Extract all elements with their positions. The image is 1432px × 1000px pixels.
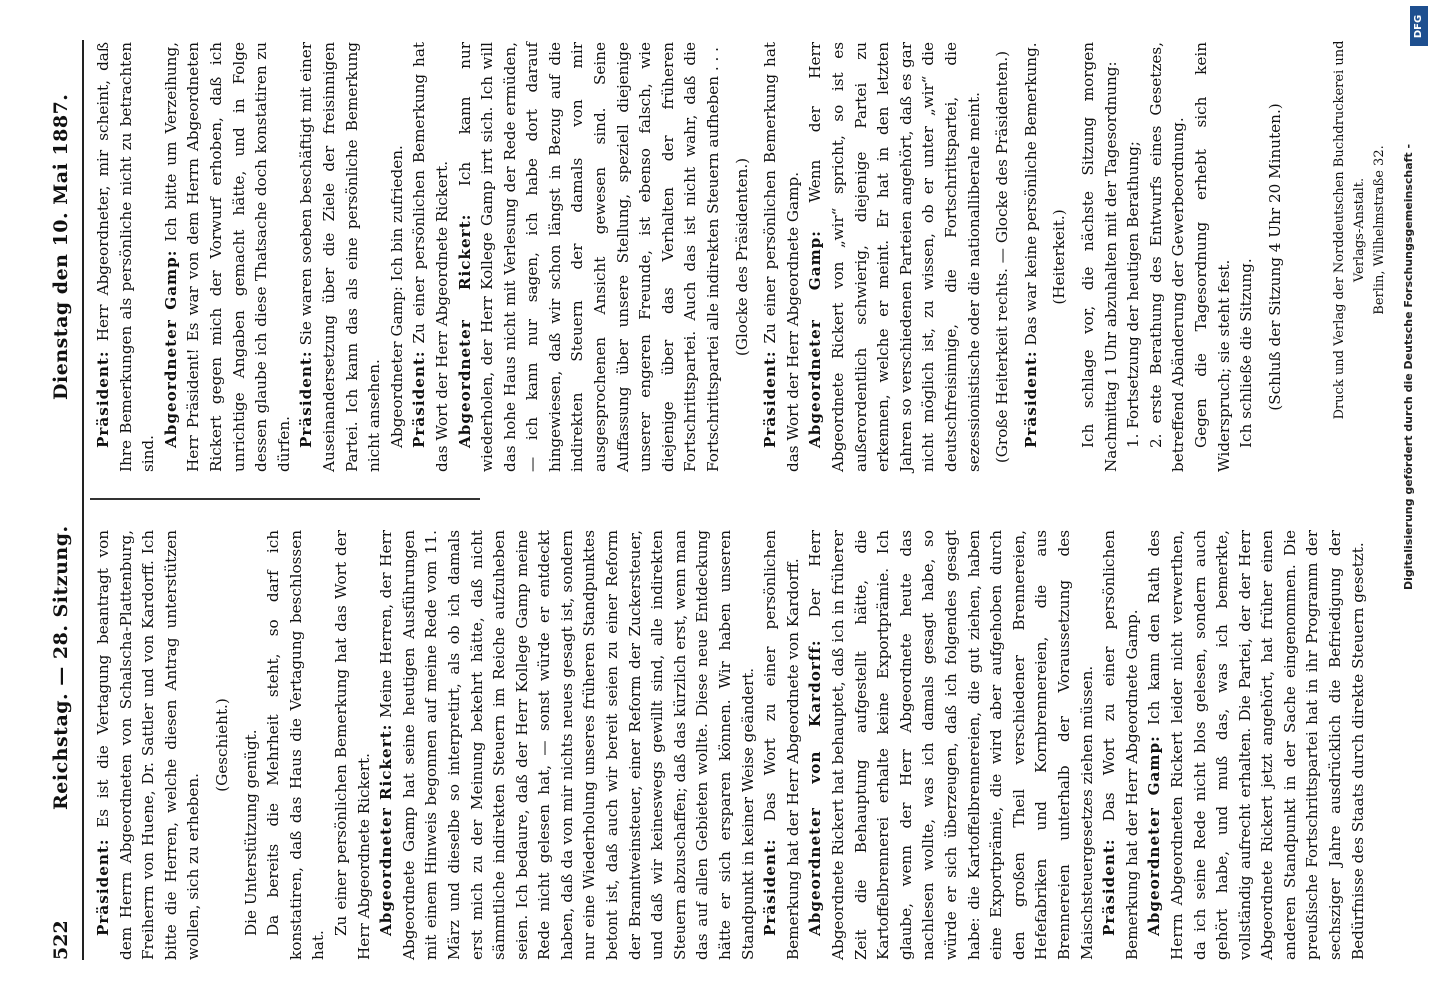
speech-paragraph	[1020, 42, 1043, 472]
speaker-name: Präsident:	[297, 350, 316, 448]
speech-paragraph	[1098, 530, 1143, 960]
paragraph: Zu einer persönlichen Bemerkung hat das Wort der Herr Abgeordnete Rickert.	[331, 530, 373, 960]
dfg-logo-text: DFG	[1413, 14, 1425, 38]
speech-paragraph	[160, 42, 296, 472]
speech-text: Zu einer persönlichen Bemerkung hat das Wort der Herr Abgeordnete Gamp.	[761, 42, 802, 472]
paragraph: Gegen die Tagesordnung erhebt sich kein Widerspruch; sie steht fest.	[1191, 42, 1233, 472]
column-divider	[90, 498, 480, 500]
speech-text: Meine Herren, der Herr Abgeordnete Gamp hat seine heutigen Ausführungen mit einem Hinweis begonnen auf meine Rede vom 11. März und dieselbe so interpretirt, als ob ich damals erst mich zu der Meinung bekehrt hätte, daß nicht sämmtliche indirekten Steuern im Reiche aufzuheben seien. Ich bedaure, daß der Herr Kollege Gamp meine Rede nicht gelesen hat, — sonst würde er entdeckt haben, daß da von mir nichts neues gesagt ist, sondern nur eine Wiederholung unseres früheren Standpunktes betont ist, daß auch wir bereit seien zu einer Reform der Branntweinsteuer, einer Reform der Zuckersteuer, und daß wir keineswegs gewillt sind, alle indirekten Steuern abzuschaffen; daß das kürzlich erst, wenn man das auf allen Gebieten wollte. Diese neue Entdeckung hätte er sich ersparen können. Wir haben unseren Standpunkt in keiner Weise geändert.	[377, 530, 757, 960]
speaker-name: Präsident:	[94, 838, 112, 936]
speech-text: Zu einer persönlichen Bemerkung hat das Wort der Herr Abgeordnete Rickert.	[410, 42, 451, 472]
speech-paragraph	[804, 42, 985, 472]
stage-direction: (Glocke des Präsidenten.)	[732, 157, 751, 357]
right-column	[92, 42, 1292, 472]
speech-paragraph	[804, 530, 1098, 960]
paragraph: 2. erste Berathung des Entwurfs eines Gesetzes, betreffend Abänderung der Gewerbeordnung.	[1146, 42, 1188, 472]
paragraph: Da bereits die Mehrheit steht, so darf ich konstatiren, daß das Haus die Vertagung beschlossen hat.	[264, 530, 328, 960]
speech-text: Wenn der Herr Abgeordnete Rickert von „wir“ spricht, so ist es außerordentlich schwierig, diejenige Partei zu erkennen, welche er meint. Er hat in den letzten Jahren so verschiedenen Parteien angehört, daß es gar nicht möglich ist, zu wissen, ob er unter „wir“ die deutschfreisinnige, die Fortschrittspartei, die sezessionistische oder die nationalliberale meint.	[806, 42, 983, 472]
left-running-head: Reichstag. — 28. Sitzung.	[50, 525, 72, 810]
speech-paragraph	[92, 530, 205, 960]
paragraph: Die Unterstützung genügt.	[241, 729, 260, 936]
stage-direction: (Schluß der Sitzung 4 Uhr 20 Minuten.)	[1265, 103, 1284, 411]
dfg-logo	[1410, 6, 1428, 46]
speech-text: Das Wort zu einer persönlichen Bemerkung hat der Herr Abgeordnete Gamp.	[1100, 530, 1141, 960]
speech-text: Ich kann nur wiederholen, der Herr Kollege Gamp irrt sich. Ich will das hohe Haus nicht mit Verlesung der Rede ermüden, — ich kann nur sagen, ich habe dort darauf hingewiesen, daß wir schon längst in Bezug auf die indirekten Steuern der damals von mir ausgesprochenen Ansicht gewesen sind. Seine Auffassung über unsere Stellung, speziell diejenige unserer engeren Freunde, ist ebenso falsch, wie diejenige über das Verhalten der früheren Fortschrittspartei. Auch das ist nicht wahr, daß die Fortschrittspartei alle indirekten Steuern aufheben . . .	[455, 42, 723, 472]
printer-imprint	[1330, 20, 1390, 440]
speech-paragraph	[759, 530, 804, 960]
speech-paragraph	[92, 42, 160, 472]
speech-text: Das Wort zu einer persönlichen Bemerkung hat der Herr Abgeordnete von Kardorff.	[761, 530, 802, 960]
speech-paragraph	[408, 42, 453, 472]
paragraph: Ich schlage vor, die nächste Sitzung morgen Nachmittag 1 Uhr abzuhalten mit der Tagesordnung:	[1078, 42, 1120, 472]
digitization-credit: Digitalisierung gefördert durch die Deutsche Forschungsgemeinschaft -	[1402, 143, 1415, 590]
speech-text: Herr Abgeordneter, mir scheint, daß Ihre Bemerkungen als persönliche nicht zu betrachten sind.	[94, 42, 158, 472]
speech-text: Sie waren soeben beschäftigt mit einer Auseinandersetzung über die Ziele der freisinnigen Partei. Ich kann das als eine persönliche Bemerkung nicht ansehen.	[297, 42, 384, 472]
imprint-line-2: Berlin, Wilhelmstraße 32.	[1372, 145, 1387, 315]
imprint-line-1: Druck und Verlag der Norddeutschen Buchdruckerei und Verlags-Anstalt.	[1332, 40, 1367, 420]
speaker-name: Abgeordneter von Kardorff:	[806, 639, 825, 936]
left-column	[92, 530, 1369, 960]
speaker-name: Präsident:	[1021, 350, 1040, 448]
stage-direction: (Große Heiterkeit rechts. — Glocke des Präsidenten.)	[993, 50, 1012, 464]
paragraph: Ich schließe die Sitzung.	[1237, 258, 1256, 448]
speaker-name: Präsident:	[1100, 838, 1119, 936]
speech-text: Ich kann den Rath des Herrn Abgeordneten Rickert leider nicht verwerthen, da ich seine Rede nicht blos gelesen, sondern auch gehört habe, und muß das, was ich bemerkte, vollständig aufrecht erhalten. Die Partei, der der Herr Abgeordnete Rickert jetzt angehört, hat früher einen anderen Standpunkt in der Sache eingenommen. Die preußische Fortschrittspartei hat in ihr Programm der sechsziger Jahre ausdrücklich die Befriedigung der Bedürfnisse des Staats durch direkte Steuern gesetzt.	[1145, 530, 1367, 960]
speech-paragraph	[1143, 530, 1369, 960]
speaker-name: Präsident:	[761, 838, 780, 936]
speaker-name: Abgeordneter Rickert:	[377, 723, 396, 936]
speech-text: Das war keine persönliche Bemerkung.	[1021, 42, 1040, 351]
speech-text: Es ist die Vertagung beantragt von dem Herrn Abgeordneten von Schalscha-Plattenburg, Freiherrn von Huene, Dr. Sattler und von Kardorff. Ich bitte die Herren, welche diesen Antrag unterstützen wollen, sich zu erheben.	[94, 530, 203, 960]
running-header	[42, 40, 82, 960]
speech-text: Ich bitte um Verzeihung, Herr Präsident! Es war von dem Herrn Abgeordneten Rickert gegen mich der Vorwurf erhoben, daß ich unrichtige Angaben gemacht hätte, und in Folge dessen glaube ich diese Thatsache doch konstatiren zu dürfen.	[161, 42, 293, 472]
speaker-name: Präsident:	[761, 350, 780, 448]
header-rule	[82, 40, 84, 960]
speaker-name: Abgeordneter Gamp:	[806, 230, 825, 448]
speech-paragraph	[295, 42, 385, 472]
speech-paragraph	[454, 42, 725, 472]
paragraph: 1. Fortsetzung der heutigen Berathung;	[1124, 141, 1143, 448]
stage-direction: (Heiterkeit.)	[1050, 209, 1069, 305]
right-running-head: Dienstag den 10. Mai 1887.	[50, 93, 72, 400]
speech-text: Der Herr Abgeordnete Rickert hat behauptet, daß ich in früherer Zeit die Behauptung aufgestellt hätte, die Kartoffelbrennerei erhalte keine Exportprämie. Ich glaube, wenn der Herr Abgeordnete heute das nachlesen wollte, was ich damals gesagt habe, so würde er sich überzeugen, daß ich folgendes gesagt habe: die Kartoffelbrennereien, die gut ziehen, haben eine Exportprämie, die wird aber aufgehoben durch den großen Theil verschiedener Brennereien, Hefefabriken und Kornbrennereien, die aus Brennereien unterhalb der Voraussetzung des Maischsteuergesetzes ziehen müssen.	[806, 530, 1096, 960]
paragraph: Abgeordneter Gamp: Ich bin zufrieden.	[387, 145, 406, 448]
speaker-name: Präsident:	[410, 350, 429, 448]
speaker-name: Abgeordneter Gamp:	[1145, 735, 1164, 936]
speaker-name: Abgeordneter Rickert:	[455, 213, 474, 448]
speech-paragraph	[375, 530, 759, 960]
page-number: 522	[50, 920, 72, 960]
speaker-name: Präsident:	[94, 350, 112, 448]
stage-direction: (Geschieht.)	[212, 698, 231, 792]
speech-paragraph	[759, 42, 804, 472]
speaker-name: Abgeordneter Gamp:	[161, 249, 180, 448]
